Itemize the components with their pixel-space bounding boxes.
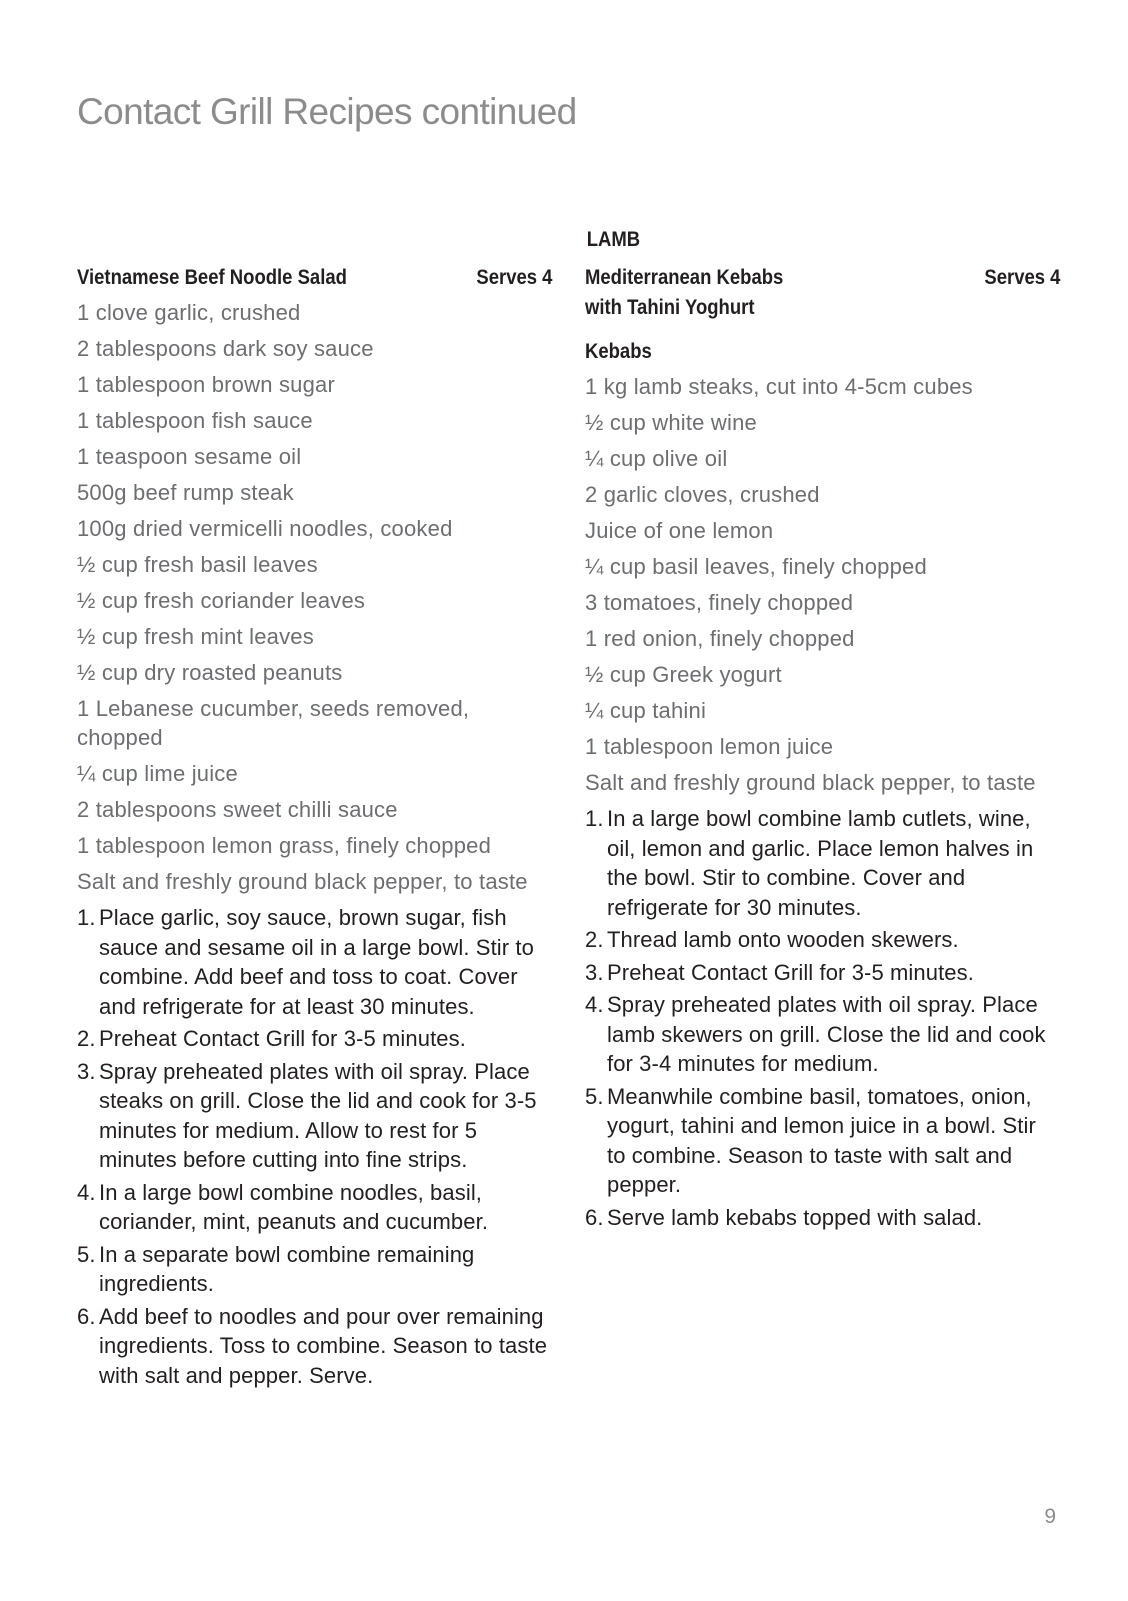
step-number: 3. — [585, 959, 604, 985]
method-step — [585, 804, 1060, 922]
serves-label: Serves 4 — [475, 265, 552, 289]
recipe-header — [585, 262, 1060, 322]
ingredient-item: 100g dried vermicelli noodles, cooked — [77, 516, 453, 541]
ingredient-item: ¼ cup basil leaves, finely chopped — [585, 554, 927, 579]
method-step — [77, 1178, 552, 1237]
section-label: LAMB — [586, 227, 641, 251]
ingredient-item: ¼ cup olive oil — [585, 446, 728, 471]
recipe-title: Mediterranean Kebabs with Tahini Yoghurt — [585, 265, 784, 319]
ingredient-item: 3 tomatoes, finely chopped — [585, 590, 854, 615]
recipe-header — [77, 262, 552, 292]
step-number: 3. — [77, 1058, 96, 1084]
ingredient-item: ¼ cup tahini — [585, 698, 707, 723]
ingredient-item: Salt and freshly ground black pepper, to taste — [585, 770, 1036, 795]
step-text: Spray preheated plates with oil spray. Place lamb skewers on grill. Close the lid and cook for 3-4 minutes for medium. — [607, 992, 1046, 1076]
ingredient-item: 1 tablespoon brown sugar — [77, 372, 335, 397]
ingredient-item: Salt and freshly ground black pepper, to taste — [77, 869, 528, 894]
ingredients-list — [585, 372, 1060, 797]
step-text: In a separate bowl combine remaining ingredients. — [99, 1241, 475, 1296]
step-text: Place garlic, soy sauce, brown sugar, fish sauce and sesame oil in a large bowl. Stir to combine. Add beef and toss to coat. Cover and refrigerate for at least 30 minutes. — [99, 905, 534, 1019]
step-number: 4. — [77, 1179, 96, 1205]
method-step — [77, 1057, 552, 1175]
step-number: 5. — [585, 1083, 604, 1109]
method-step — [585, 958, 1060, 988]
method-step — [585, 1203, 1060, 1233]
recipe-mediterranean-kebabs — [585, 224, 1060, 1235]
step-text: Spray preheated plates with oil spray. Place steaks on grill. Close the lid and cook for 3-5 minutes for medium. Allow to rest for 5 minutes before cutting into fine strips. — [99, 1058, 537, 1172]
method-step — [585, 990, 1060, 1079]
step-number: 1. — [585, 806, 604, 831]
serves-label: Serves 4 — [983, 265, 1060, 289]
method-step — [585, 1082, 1060, 1200]
method-step — [77, 1240, 552, 1299]
method-step — [585, 925, 1060, 955]
ingredient-item: 1 Lebanese cucumber, seeds removed, chopped — [77, 696, 470, 750]
method-step — [77, 1024, 552, 1054]
ingredient-item: ½ cup fresh basil leaves — [77, 552, 318, 577]
ingredient-item: 500g beef rump steak — [77, 480, 294, 505]
page-title: Contact Grill Recipes continued — [77, 90, 577, 132]
step-text: Add beef to noodles and pour over remaining ingredients. Toss to combine. Season to taste with salt and pepper. Serve. — [99, 1303, 548, 1388]
step-number: 6. — [585, 1204, 604, 1230]
ingredient-item: 1 kg lamb steaks, cut into 4-5cm cubes — [585, 374, 973, 399]
recipe-title: Vietnamese Beef Noodle Salad — [77, 265, 347, 289]
page-number: 9 — [1044, 1505, 1056, 1528]
step-number: 5. — [77, 1241, 96, 1267]
method-step — [77, 903, 552, 1021]
method-list — [585, 804, 1060, 1232]
step-text: In a large bowl combine noodles, basil, coriander, mint, peanuts and cucumber. — [99, 1179, 489, 1234]
ingredient-item: Juice of one lemon — [585, 518, 774, 543]
ingredient-item: 1 tablespoon lemon grass, finely chopped — [77, 833, 492, 858]
step-text: Meanwhile combine basil, tomatoes, onion, yogurt, tahini and lemon juice in a bowl. Stir to combine. Season to taste with salt and pepper. — [607, 1083, 1036, 1197]
ingredient-item: 1 clove garlic, crushed — [77, 300, 301, 325]
ingredient-item: ½ cup Greek yogurt — [585, 662, 782, 687]
step-number: 6. — [77, 1303, 96, 1329]
step-text: Preheat Contact Grill for 3-5 minutes. — [607, 959, 974, 985]
ingredient-item: ¼ cup lime juice — [77, 761, 238, 786]
ingredient-item: 2 garlic cloves, crushed — [585, 482, 820, 507]
ingredient-item: 2 tablespoons dark soy sauce — [77, 336, 374, 361]
ingredient-item: 1 teaspoon sesame oil — [77, 444, 302, 469]
ingredient-item: 2 tablespoons sweet chilli sauce — [77, 797, 398, 822]
subheading: Kebabs — [585, 339, 652, 363]
step-text: Preheat Contact Grill for 3-5 minutes. — [99, 1026, 466, 1051]
ingredient-item: ½ cup dry roasted peanuts — [77, 660, 343, 685]
recipe-vietnamese-beef-noodle-salad — [77, 262, 552, 1393]
step-number: 4. — [585, 992, 604, 1017]
ingredient-item: ½ cup fresh coriander leaves — [77, 588, 366, 613]
step-text: Thread lamb onto wooden skewers. — [607, 927, 959, 952]
method-list — [77, 903, 552, 1390]
ingredient-item: 1 tablespoon fish sauce — [77, 408, 313, 433]
ingredient-item: ½ cup fresh mint leaves — [77, 624, 314, 649]
step-number: 2. — [585, 927, 604, 952]
step-text: Serve lamb kebabs topped with salad. — [607, 1204, 983, 1230]
ingredient-item: 1 red onion, finely chopped — [585, 626, 855, 651]
method-step — [77, 1302, 552, 1391]
step-text: In a large bowl combine lamb cutlets, wine, oil, lemon and garlic. Place lemon halves in the bowl. Stir to combine. Cover and refrigerate for 30 minutes. — [607, 806, 1034, 920]
ingredient-item: 1 tablespoon lemon juice — [585, 734, 834, 759]
ingredients-list — [77, 298, 552, 896]
ingredient-item: ½ cup white wine — [585, 410, 757, 435]
step-number: 2. — [77, 1026, 96, 1051]
step-number: 1. — [77, 905, 96, 930]
